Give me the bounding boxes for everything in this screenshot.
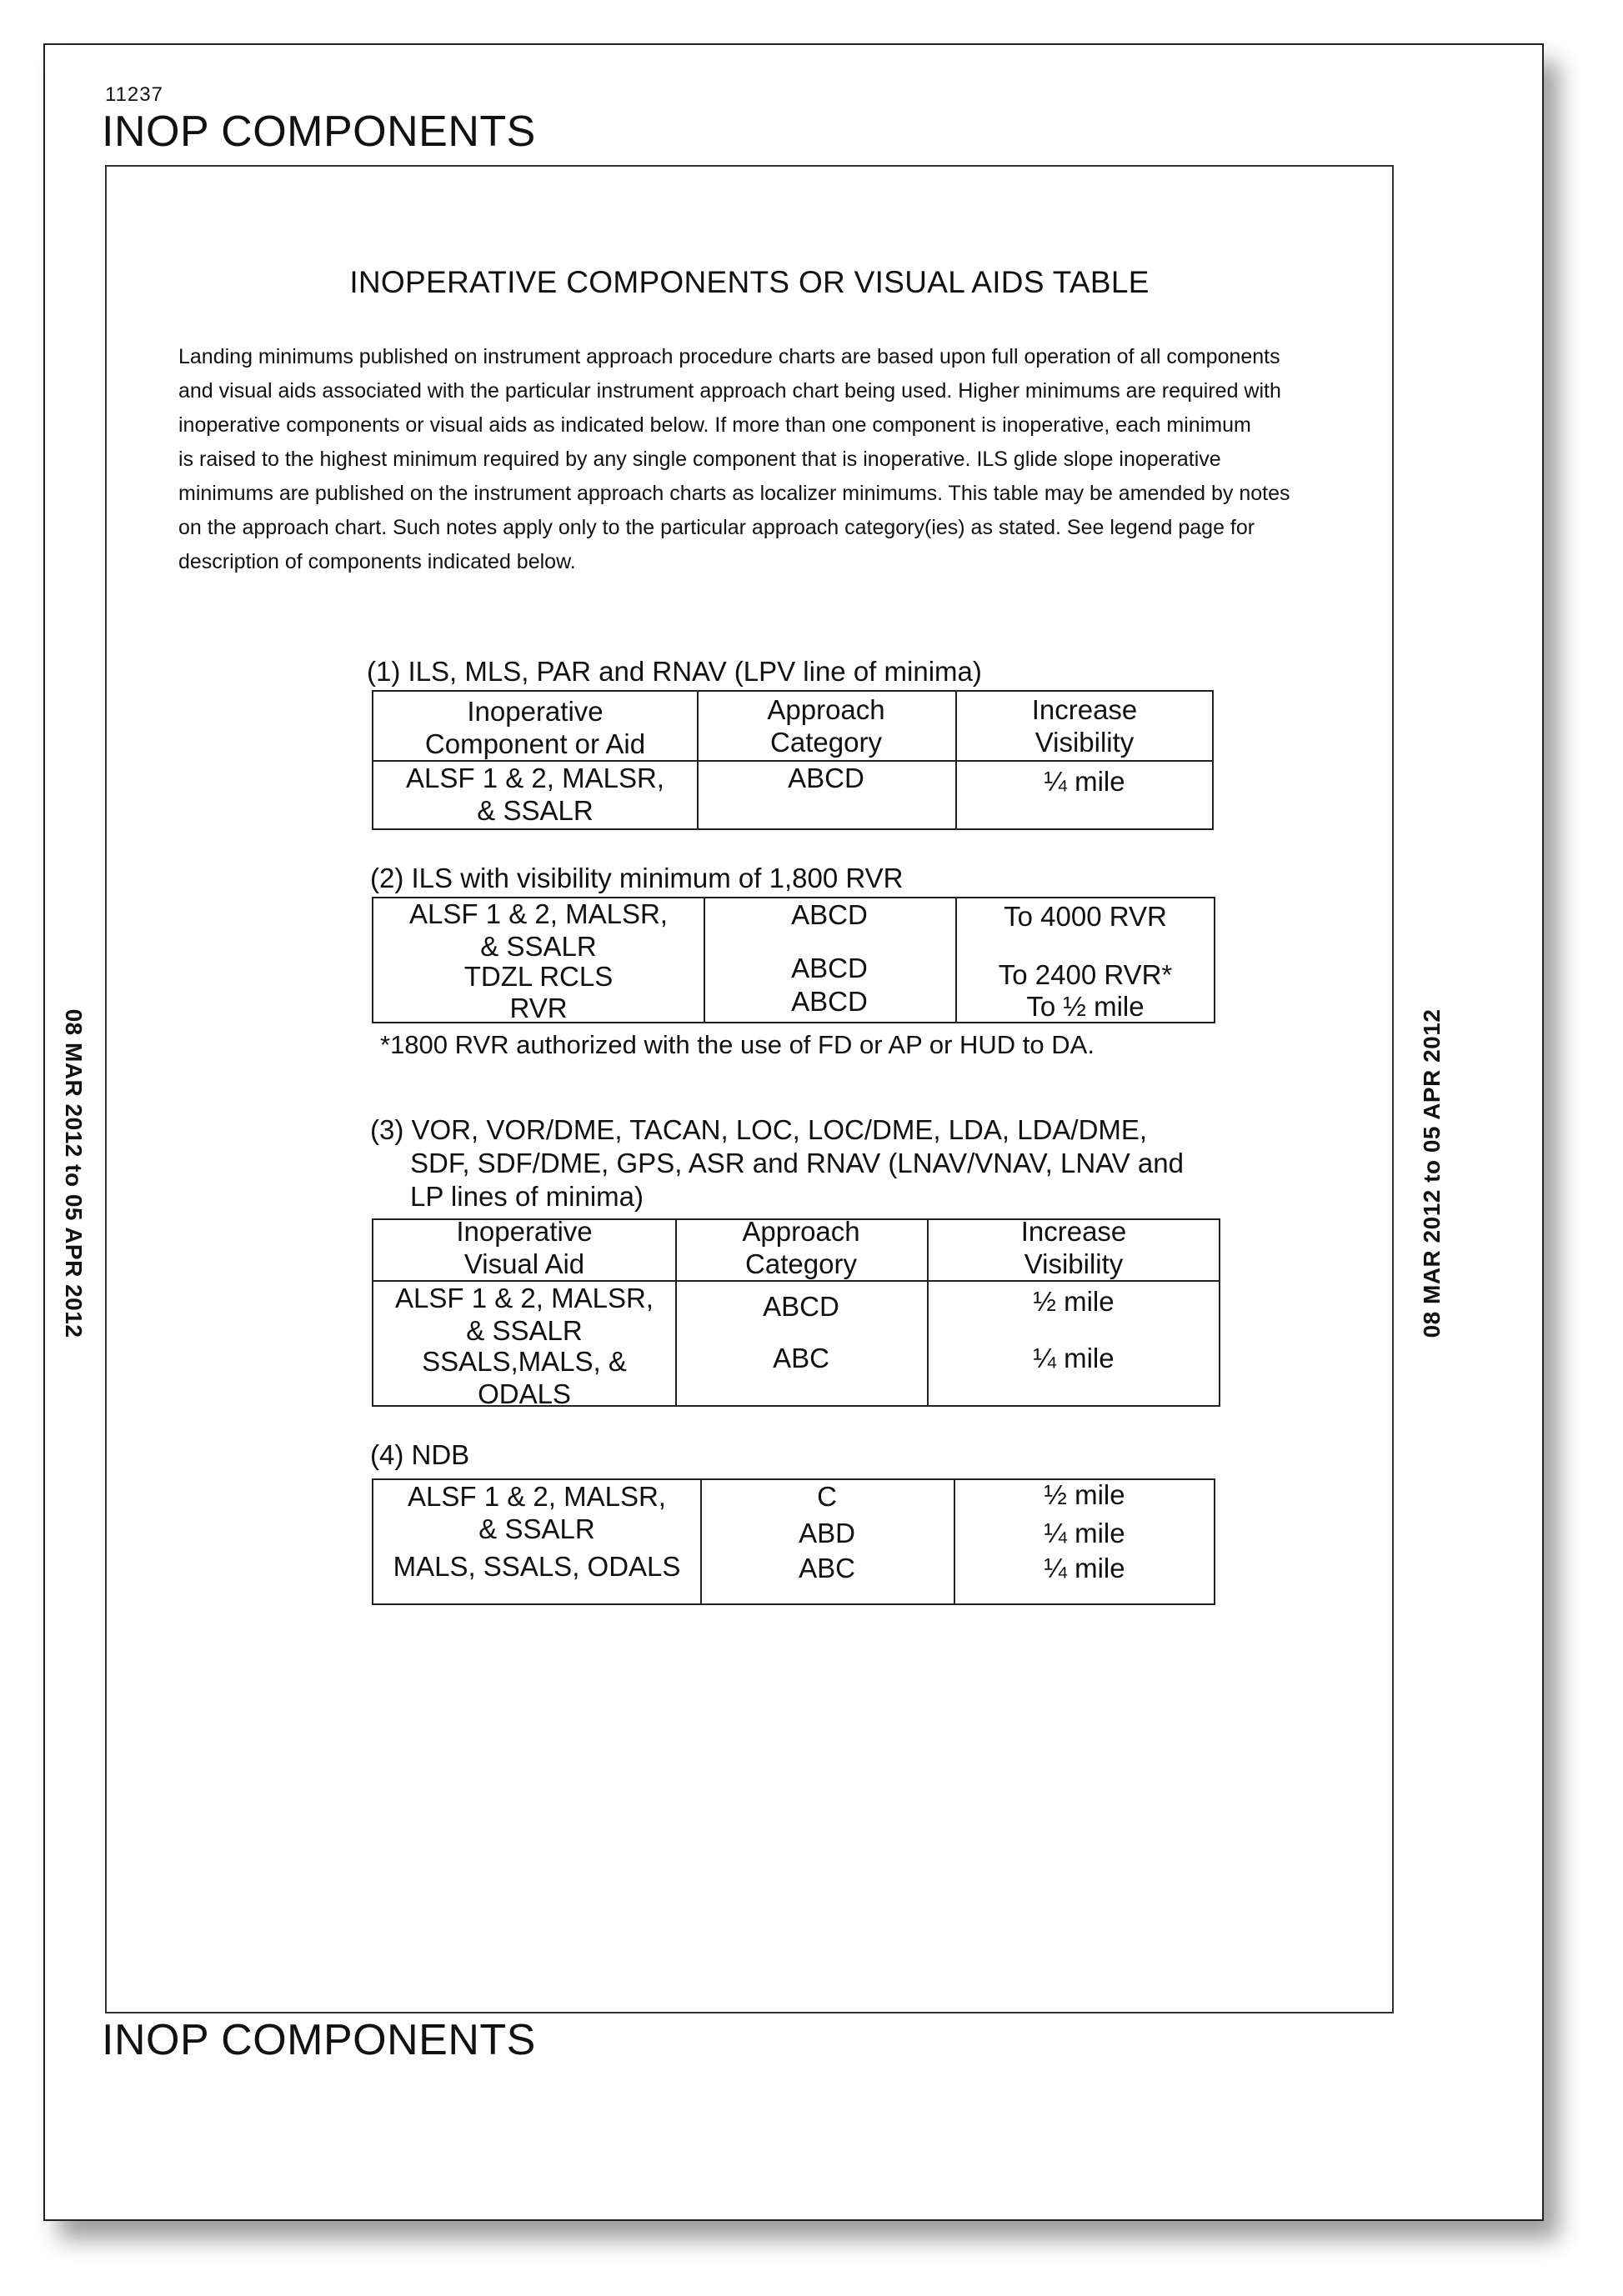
header-cell-component: Inoperative Visual Aid	[456, 1216, 593, 1279]
visibility-cell: ¼ mile	[1044, 1518, 1125, 1548]
intro-line: description of components indicated below.	[178, 550, 576, 573]
visibility-cell: To ½ mile	[1026, 991, 1145, 1022]
component-cell: ALSF 1 & 2, MALSR, & SSALR	[408, 1481, 666, 1544]
category-cell: ABCD	[791, 986, 868, 1017]
intro-line: Landing minimums published on instrument approach procedure charts are based upon full operation of all components	[178, 345, 1280, 368]
section-2-footnote: *1800 RVR authorized with the use of FD or AP or HUD to DA.	[380, 1030, 1095, 1059]
component-cell: MALS, SSALS, ODALS	[393, 1551, 681, 1582]
component-cell: RVR	[509, 993, 568, 1023]
intro-line: and visual aids associated with the particular instrument approach chart being used. Higher minimums are required with	[178, 379, 1281, 403]
component-cell: TDZL RCLS	[463, 961, 614, 992]
intro-line: minimums are published on the instrument approach charts as localizer minimums. This table may be amended by notes	[178, 482, 1290, 505]
effective-dates-right: 08 MAR 2012 to 05 APR 2012	[1419, 1008, 1445, 1338]
section-1-table	[372, 690, 1214, 830]
document-number: 11237	[105, 83, 163, 106]
component-cell: ALSF 1 & 2, MALSR, & SSALR	[406, 763, 664, 826]
section-3-title-line: SDF, SDF/DME, GPS, ASR and RNAV (LNAV/VNAV, LNAV and	[410, 1148, 1184, 1178]
category-cell: ABC	[773, 1343, 829, 1373]
category-cell: ABC	[799, 1553, 855, 1583]
category-cell: C	[817, 1481, 837, 1512]
category-cell: ABCD	[791, 899, 868, 930]
header-cell-visibility: Increase Visibility	[1031, 694, 1138, 758]
page-footer-title: INOP COMPONENTS	[102, 2016, 536, 2064]
intro-line: on the approach chart. Such notes apply only to the particular approach category(ies) as stated. See legend page for	[178, 516, 1255, 539]
section-1-title: (1) ILS, MLS, PAR and RNAV (LPV line of minima)	[367, 656, 982, 687]
section-3-title-line: (3) VOR, VOR/DME, TACAN, LOC, LOC/DME, LDA, LDA/DME,	[370, 1114, 1148, 1145]
section-2-table	[372, 897, 1215, 1023]
visibility-cell: To 2400 RVR*	[998, 959, 1173, 990]
section-4-table	[372, 1478, 1215, 1605]
intro-line: is raised to the highest minimum required by any single component that is inoperative. ILS glide slope inoperative	[178, 448, 1221, 471]
intro-paragraph	[178, 340, 1354, 579]
intro-line: inoperative components or visual aids as indicated below. If more than one component is inoperative, each minimum	[178, 413, 1251, 437]
category-cell: ABD	[799, 1518, 855, 1548]
header-cell-component: Inoperative Component or Aid	[424, 696, 646, 759]
component-cell: ALSF 1 & 2, MALSR, & SSALR	[409, 898, 668, 962]
section-3-table	[372, 1218, 1220, 1407]
category-cell: ABCD	[788, 763, 864, 793]
visibility-cell: ½ mile	[1033, 1286, 1115, 1317]
component-cell: ALSF 1 & 2, MALSR, & SSALR	[395, 1283, 654, 1346]
section-4-title: (4) NDB	[370, 1439, 470, 1470]
visibility-cell: ½ mile	[1044, 1479, 1125, 1510]
visibility-cell: ¼ mile	[1044, 766, 1125, 797]
content-frame	[105, 165, 1394, 2013]
header-cell-category: Approach Category	[767, 694, 885, 758]
category-cell: ABCD	[763, 1291, 839, 1322]
category-cell: ABCD	[791, 953, 868, 983]
visibility-cell: ¼ mile	[1044, 1553, 1125, 1583]
header-cell-visibility: Increase Visibility	[1020, 1216, 1127, 1279]
header-cell-category: Approach Category	[742, 1216, 860, 1279]
table-title: INOPERATIVE COMPONENTS OR VISUAL AIDS TABLE	[349, 265, 1150, 299]
effective-dates-left: 08 MAR 2012 to 05 APR 2012	[61, 1008, 87, 1338]
section-3-title-line: LP lines of minima)	[410, 1181, 644, 1212]
section-2-title: (2) ILS with visibility minimum of 1,800 RVR	[370, 863, 904, 893]
page-header-title: INOP COMPONENTS	[102, 108, 536, 156]
visibility-cell: To 4000 RVR	[1004, 901, 1167, 932]
component-cell: SSALS,MALS, & ODALS	[422, 1346, 627, 1409]
visibility-cell: ¼ mile	[1033, 1343, 1115, 1373]
